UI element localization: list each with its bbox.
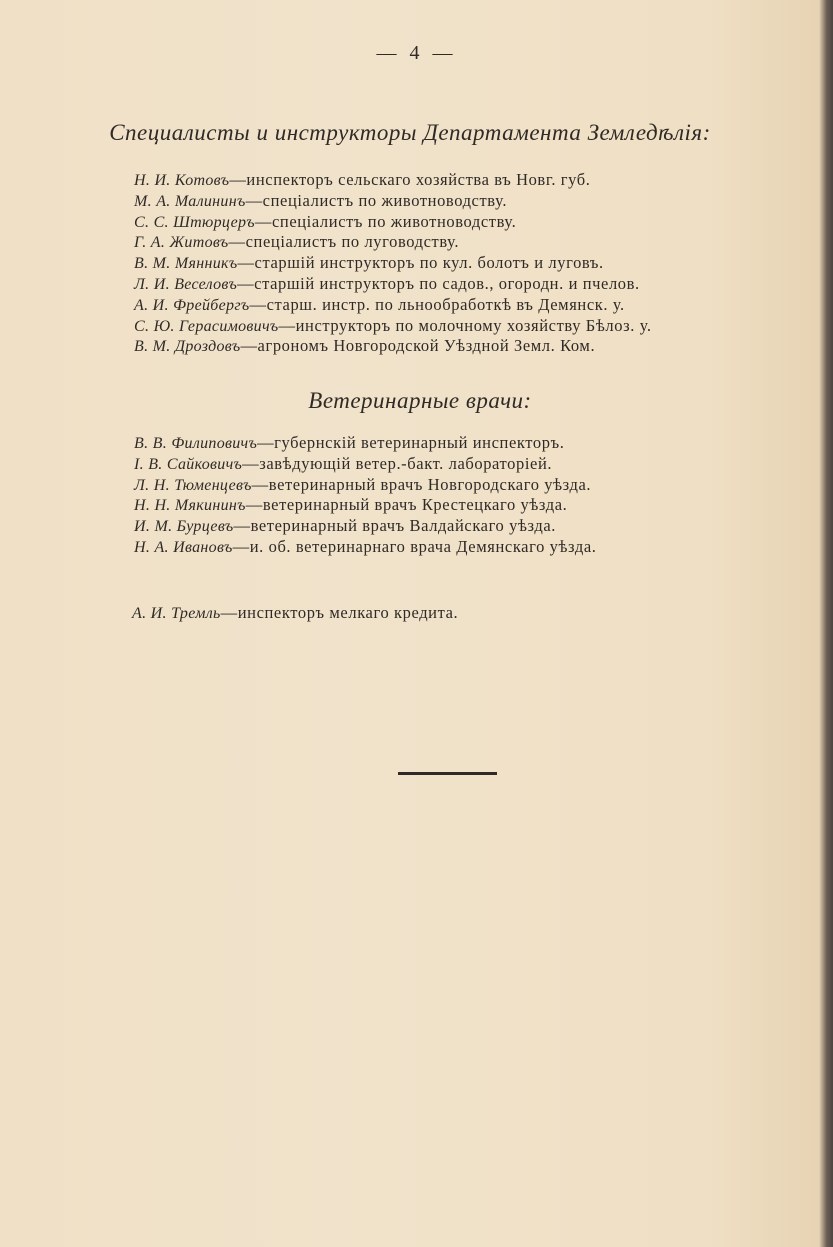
- person-description: —инспекторъ мелкаго кредита.: [220, 603, 459, 622]
- list-item: [134, 191, 814, 212]
- other-list: [132, 603, 812, 624]
- list-item: [134, 336, 814, 357]
- person-description: —спеціалистъ по животноводству.: [245, 190, 508, 210]
- person-name: А. И. Фрейбергъ: [134, 296, 250, 314]
- list-item: [134, 232, 814, 253]
- person-description: —ветеринарный врачъ Валдайскаго уѣзда.: [233, 516, 557, 536]
- person-description: —старш. инстр. по льнообработкѣ въ Демянск. у.: [249, 294, 625, 314]
- person-name: Н. И. Котовъ: [134, 172, 230, 189]
- person-description: —спеціалистъ по животноводству.: [254, 211, 517, 231]
- page-edge-shadow: [819, 0, 833, 1247]
- list-item: [134, 537, 814, 558]
- person-name: В. М. Мянникъ: [134, 255, 238, 273]
- list-item: [134, 170, 814, 191]
- list-item: [134, 454, 814, 475]
- person-name: Г. А. Житовъ: [134, 234, 229, 252]
- section-heading-specialists: Специалисты и инструкторы Департамента Земледѣлія:: [109, 120, 711, 145]
- person-description: —агрономъ Новгородской Уѣздной Земл. Ком.: [240, 336, 596, 356]
- list-item: [134, 274, 814, 295]
- person-description: —инструкторъ по молочному хозяйству Бѣлоз. у.: [278, 315, 652, 335]
- person-description: —губернскій ветеринарный инспекторъ.: [257, 433, 565, 452]
- person-description: —ветеринарный врачъ Крестецкаго уѣзда.: [245, 495, 568, 515]
- person-name: Л. Н. Тюменцевъ: [134, 476, 252, 494]
- section-divider: [398, 772, 497, 775]
- section-heading-vets: Ветеринарные врачи:: [308, 388, 532, 413]
- vets-list: [134, 433, 814, 558]
- person-name: В. М. Дроздовъ: [134, 338, 241, 356]
- person-name: С. Ю. Герасимовичъ: [134, 317, 279, 335]
- person-description: —ветеринарный врачъ Новгородскаго уѣзда.: [251, 474, 592, 494]
- person-description: —и. об. ветеринарнаго врача Демянскаго уѣзда.: [232, 536, 597, 556]
- person-description: —спеціалистъ по луговодству.: [228, 232, 460, 252]
- list-item: [134, 316, 814, 337]
- person-name: Н. А. Ивановъ: [134, 538, 233, 556]
- person-name: В. В. Филиповичъ: [134, 435, 258, 452]
- person-description: —старшій инструкторъ по кул. болотъ и луговъ.: [237, 253, 604, 273]
- list-item: [134, 495, 814, 516]
- page-number: — 4 —: [376, 42, 457, 64]
- person-name: І. В. Сайковичъ: [134, 455, 243, 473]
- list-item: [134, 253, 814, 274]
- person-name: С. С. Штюрцеръ: [134, 213, 255, 231]
- person-description: —инспекторъ сельскаго хозяйства въ Новг. губ.: [229, 170, 591, 189]
- person-name: Н. Н. Мякининъ: [134, 497, 246, 515]
- person-name: М. А. Малининъ: [134, 192, 246, 210]
- person-name: А. И. Тремль: [132, 605, 221, 622]
- person-name: Л. И. Веселовъ: [134, 275, 238, 293]
- list-item: [134, 516, 814, 537]
- person-description: —завѣдующій ветер.-бакт. лабораторіей.: [242, 453, 553, 473]
- list-item: [134, 212, 814, 233]
- list-item: [134, 433, 814, 454]
- person-name: И. М. Бурцевъ: [134, 518, 234, 536]
- list-item: [134, 475, 814, 496]
- specialists-list: [134, 170, 814, 357]
- person-description: —старшій инструкторъ по садов., огородн. и пчелов.: [237, 273, 640, 293]
- list-item: [134, 295, 814, 316]
- list-item: [132, 603, 812, 624]
